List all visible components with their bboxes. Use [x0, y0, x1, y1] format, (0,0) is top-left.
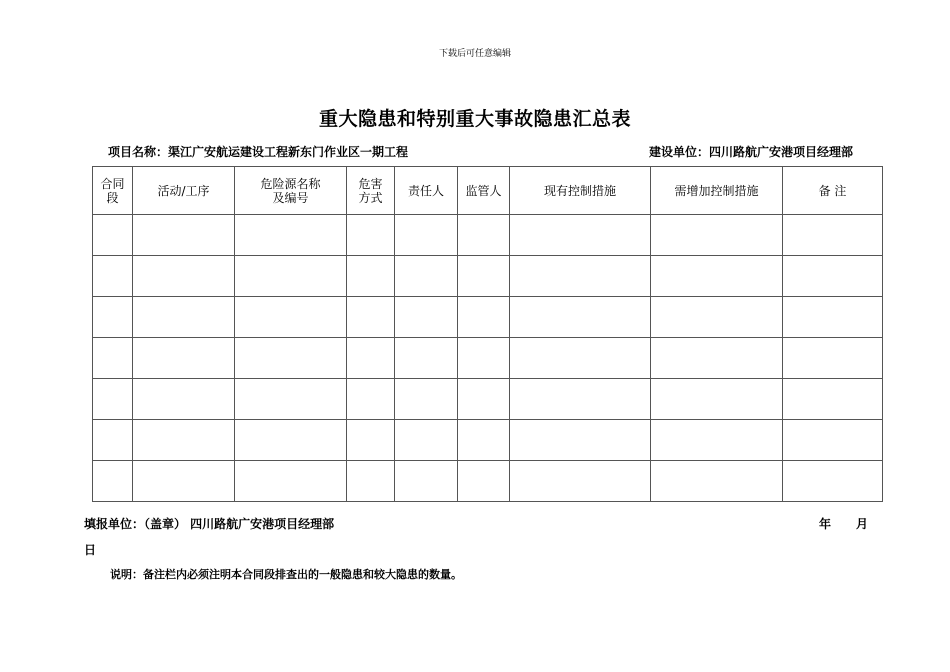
- table-cell: [651, 338, 783, 379]
- table-row: [93, 297, 883, 338]
- table-cell: [93, 215, 133, 256]
- table-cell: [133, 461, 235, 502]
- table-cell: [395, 461, 458, 502]
- table-row: [93, 338, 883, 379]
- table-cell: [510, 215, 651, 256]
- column-header: [235, 167, 347, 215]
- table-cell: [395, 338, 458, 379]
- table-cell: [458, 297, 510, 338]
- builder-name: 四川路航广安港项目经理部: [708, 145, 853, 159]
- column-header-line1: 活动/工序: [157, 183, 210, 198]
- column-header: [783, 167, 883, 215]
- table-cell: [510, 461, 651, 502]
- column-header: [133, 167, 235, 215]
- table-cell: [783, 379, 883, 420]
- table-cell: [458, 215, 510, 256]
- footer-day: 日: [84, 543, 97, 557]
- table-cell: [651, 420, 783, 461]
- table-cell: [235, 379, 347, 420]
- table-cell: [458, 379, 510, 420]
- table-cell: [93, 256, 133, 297]
- table-cell: [651, 256, 783, 297]
- column-header: [395, 167, 458, 215]
- table-cell: [395, 215, 458, 256]
- table-cell: [458, 420, 510, 461]
- table-row: [93, 256, 883, 297]
- table-cell: [510, 338, 651, 379]
- note-text: 说明：备注栏内必须注明本合同段排查出的一般隐患和较大隐患的数量。: [110, 568, 462, 581]
- column-header-line2: 及编号: [272, 190, 309, 205]
- table-cell: [235, 461, 347, 502]
- project-line: [108, 143, 408, 160]
- header-note: 下载后可任意编辑: [438, 49, 511, 59]
- table-cell: [93, 297, 133, 338]
- table-cell: [93, 338, 133, 379]
- column-header: [458, 167, 510, 215]
- table-cell: [510, 256, 651, 297]
- table-cell: [510, 297, 651, 338]
- table-cell: [235, 338, 347, 379]
- table-row: [93, 420, 883, 461]
- table-cell: [235, 297, 347, 338]
- table-cell: [347, 338, 395, 379]
- column-header: [93, 167, 133, 215]
- table-cell: [133, 256, 235, 297]
- table-cell: [347, 256, 395, 297]
- table-cell: [783, 420, 883, 461]
- column-header-line1: 需增加控制措施: [674, 183, 759, 198]
- table-cell: [133, 338, 235, 379]
- column-header-line1: 现有控制措施: [543, 183, 616, 198]
- column-header-line1: 监管人: [465, 183, 502, 198]
- column-header-line1: 备 注: [818, 183, 847, 198]
- column-header: [651, 167, 783, 215]
- table-cell: [93, 461, 133, 502]
- table-cell: [458, 338, 510, 379]
- table-cell: [347, 420, 395, 461]
- table-cell: [783, 256, 883, 297]
- footer-month: 月: [856, 517, 869, 531]
- table-cell: [651, 461, 783, 502]
- table-cell: [235, 215, 347, 256]
- table-cell: [458, 256, 510, 297]
- table-cell: [235, 420, 347, 461]
- table-cell: [395, 379, 458, 420]
- column-header-line2: 方式: [358, 190, 383, 205]
- table-cell: [347, 297, 395, 338]
- table-cell: [133, 297, 235, 338]
- table-cell: [395, 420, 458, 461]
- table-cell: [133, 215, 235, 256]
- table-cell: [783, 338, 883, 379]
- table-cell: [395, 256, 458, 297]
- footer-year: 年: [819, 517, 832, 531]
- table-cell: [235, 256, 347, 297]
- table-cell: [510, 420, 651, 461]
- table-cell: [347, 215, 395, 256]
- table-cell: [395, 297, 458, 338]
- table-cell: [93, 379, 133, 420]
- table-row: [93, 461, 883, 502]
- table-cell: [651, 379, 783, 420]
- table-cell: [783, 297, 883, 338]
- table-cell: [347, 461, 395, 502]
- table-cell: [510, 379, 651, 420]
- column-header: [347, 167, 395, 215]
- table-cell: [783, 215, 883, 256]
- table-cell: [133, 379, 235, 420]
- table-row: [93, 215, 883, 256]
- column-header-line2: 段: [106, 190, 119, 205]
- table-header-row: [93, 167, 883, 215]
- column-header-line1: 危险源名称: [260, 176, 321, 191]
- hazard-summary-table: [92, 166, 883, 502]
- table-cell: [651, 215, 783, 256]
- project-name: 渠江广安航运建设工程新东门作业区一期工程: [168, 145, 409, 159]
- table-row: [93, 379, 883, 420]
- table-body: [93, 215, 883, 502]
- project-label: 项目名称：: [108, 145, 169, 159]
- column-header: [510, 167, 651, 215]
- footer-unit: 填报单位：（盖章） 四川路航广安港项目经理部: [84, 517, 335, 531]
- page-title: 重大隐患和特别重大事故隐患汇总表: [318, 108, 631, 130]
- column-header-line1: 危害: [358, 176, 383, 191]
- table-cell: [783, 461, 883, 502]
- builder-label: 建设单位：: [648, 145, 709, 159]
- column-header-line1: 责任人: [407, 183, 444, 198]
- column-header-line1: 合同: [100, 176, 125, 191]
- builder-line: [649, 143, 853, 160]
- table-cell: [347, 379, 395, 420]
- table-cell: [458, 461, 510, 502]
- table-cell: [133, 420, 235, 461]
- table-cell: [651, 297, 783, 338]
- table-cell: [93, 420, 133, 461]
